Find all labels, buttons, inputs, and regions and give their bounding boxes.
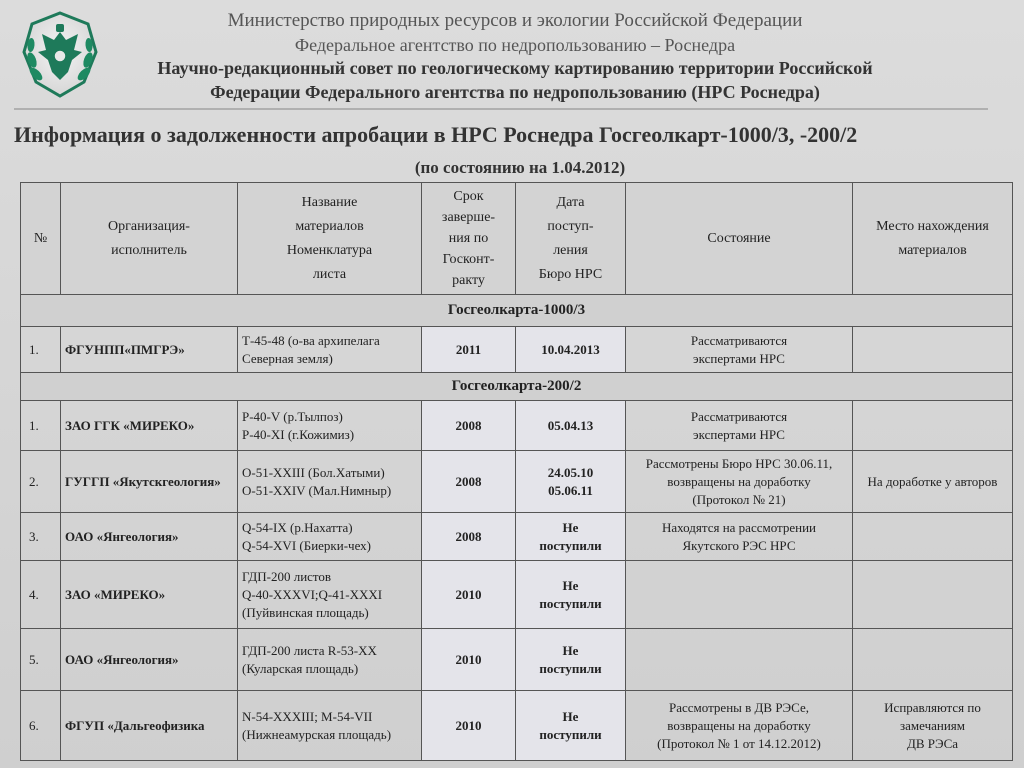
- term-cell: 2010: [422, 629, 516, 691]
- cell-text: Рассмотрены в ДВ РЭСе,: [669, 699, 809, 715]
- cell-text: Не: [562, 642, 579, 658]
- row-number: 1.: [21, 401, 61, 451]
- header-line: ния по: [448, 231, 489, 246]
- header-line: заверше-: [441, 210, 496, 225]
- header-ministry: Министерство природных ресурсов и экологии Российской Федерации: [227, 10, 803, 31]
- materials-cell: [238, 327, 422, 373]
- table-row: [21, 691, 1013, 761]
- cell-text: Якутского РЭС НРС: [682, 537, 796, 553]
- cell-text: поступили: [539, 726, 602, 742]
- status-cell: [626, 327, 853, 373]
- cell-text: Не: [562, 577, 579, 593]
- header-line: Срок: [453, 189, 484, 204]
- section-title-1000: Госгеолкарта-1000/3: [21, 295, 1013, 327]
- term-cell: 2008: [422, 401, 516, 451]
- header-council-line2: Федерации Федерального агентства по недропользованию (НРС Роснедра): [210, 82, 820, 102]
- header-line: Бюро НРС: [538, 266, 603, 282]
- col-header-term: [422, 183, 516, 295]
- cell-text: P-40-XI (г.Кожимиз): [242, 426, 355, 442]
- col-header-date: [516, 183, 626, 295]
- receipt-date-cell: [516, 451, 626, 513]
- cell-text: Рассмотрены Бюро НРС 30.06.11,: [645, 455, 833, 471]
- cell-text: Q-54-XVI (Биерки-чех): [242, 537, 371, 553]
- header-divider: [14, 108, 988, 110]
- header-council-line1: Научно-редакционный совет по геологическому картированию территории Российской: [157, 58, 873, 78]
- cell-text: поступили: [539, 660, 602, 676]
- materials-cell: [238, 401, 422, 451]
- page-title: Информация о задолженности апробации в НРС Роснедра Госгеолкарт-1000/3, -200/2: [14, 122, 858, 147]
- row-number: 3.: [21, 513, 61, 561]
- cell-text: ГДП-200 листов: [242, 568, 332, 584]
- cell-text: 24.05.10: [547, 464, 594, 480]
- table-row: [21, 513, 1013, 561]
- materials-cell: [238, 691, 422, 761]
- header-line: Организация-: [108, 218, 190, 234]
- section-row: [21, 295, 1013, 327]
- cell-text: замечаниям: [899, 717, 965, 733]
- organization-cell: ЗАО «МИРЕКО»: [61, 561, 238, 629]
- status-cell: [626, 401, 853, 451]
- location-cell: [853, 327, 1013, 373]
- col-header-num: №: [21, 183, 61, 295]
- cell-text: возвращены на доработку: [667, 473, 811, 489]
- receipt-date-cell: [516, 327, 626, 373]
- cell-text: (Протокол № 21): [692, 491, 786, 507]
- table-row: [21, 629, 1013, 691]
- receipt-date-cell: [516, 629, 626, 691]
- header-line: Место нахождения: [876, 218, 989, 234]
- header-line: материалов: [898, 242, 967, 258]
- location-cell: [853, 513, 1013, 561]
- cell-text: Не: [562, 708, 579, 724]
- cell-text: 05.04.13: [547, 417, 594, 433]
- cell-text: ГДП-200 листа R-53-XX: [242, 642, 377, 658]
- row-number: 2.: [21, 451, 61, 513]
- organization-cell: ФГУНПП«ПМГРЭ»: [61, 327, 238, 373]
- col-header-materials: [238, 183, 422, 295]
- status-cell: [626, 561, 853, 629]
- status-cell: [626, 691, 853, 761]
- header-line: исполнитель: [111, 242, 187, 258]
- location-cell: [853, 401, 1013, 451]
- location-cell: [853, 629, 1013, 691]
- cell-text: (Протокол № 1 от 14.12.2012): [657, 735, 821, 751]
- header-line: ления: [553, 242, 588, 258]
- cell-text: O-51-XXIII (Бол.Хатыми): [242, 464, 385, 480]
- row-number: 4.: [21, 561, 61, 629]
- receipt-date-cell: [516, 561, 626, 629]
- location-cell: [853, 691, 1013, 761]
- cell-text: поступили: [539, 595, 602, 611]
- table-header-row: [21, 183, 1013, 295]
- materials-cell: [238, 561, 422, 629]
- cell-text: поступили: [539, 537, 602, 553]
- cell-text: ДВ РЭСа: [906, 735, 959, 751]
- location-cell: [853, 451, 1013, 513]
- col-header-place: [853, 183, 1013, 295]
- location-cell: [853, 561, 1013, 629]
- organization-cell: ОАО «Янгеология»: [61, 513, 238, 561]
- cell-text: Не: [562, 519, 579, 535]
- header-line: поступ-: [547, 218, 594, 234]
- cell-text: Рассматриваются: [690, 332, 788, 348]
- cell-text: N-54-XXXIII; M-54-VII: [242, 708, 373, 724]
- organization-cell: ФГУП «Дальгеофизика: [61, 691, 238, 761]
- cell-text: возвращены на доработку: [667, 717, 811, 733]
- row-number: 6.: [21, 691, 61, 761]
- status-cell: [626, 513, 853, 561]
- materials-cell: [238, 513, 422, 561]
- term-cell: 2008: [422, 451, 516, 513]
- cell-text: 05.06.11: [548, 482, 593, 498]
- cell-text: (Нижнеамурская площадь): [242, 726, 392, 742]
- term-cell: 2008: [422, 513, 516, 561]
- emblem-logo: [18, 10, 102, 100]
- header-line: Номенклатура: [286, 242, 373, 258]
- cell-text: экспертами НРС: [693, 426, 785, 442]
- header-line: листа: [312, 266, 347, 282]
- cell-text: Рассматриваются: [690, 408, 788, 424]
- table-row: [21, 401, 1013, 451]
- organization-cell: ОАО «Янгеология»: [61, 629, 238, 691]
- col-header-status: Состояние: [626, 183, 853, 295]
- cell-text: Находятся на рассмотрении: [661, 519, 817, 535]
- cell-text: 10.04.2013: [541, 341, 600, 357]
- cell-text: Q-54-IX (р.Нахатта): [242, 519, 353, 535]
- row-number: 1.: [21, 327, 61, 373]
- cell-text: O-51-XXIV (Мал.Нимныр): [242, 482, 392, 498]
- materials-cell: [238, 451, 422, 513]
- table-row: [21, 451, 1013, 513]
- header-line: Дата: [556, 194, 585, 210]
- col-header-org: [61, 183, 238, 295]
- cell-text: (Куларская площадь): [242, 660, 359, 676]
- organization-cell: ГУГГП «Якутскгеология»: [61, 451, 238, 513]
- cell-text: Q-40-XXXVI;Q-41-XXXI: [242, 586, 383, 602]
- row-number: 5.: [21, 629, 61, 691]
- table-row: [21, 561, 1013, 629]
- receipt-date-cell: [516, 691, 626, 761]
- cell-text: Исправляются по: [884, 699, 981, 715]
- status-cell: [626, 629, 853, 691]
- status-cell: [626, 451, 853, 513]
- cell-text: На доработке у авторов: [867, 473, 998, 489]
- page-subtitle: (по состоянию на 1.04.2012): [414, 158, 626, 177]
- header-agency: Федеральное агентство по недропользованию – Роснедра: [294, 35, 736, 55]
- receipt-date-cell: [516, 513, 626, 561]
- cell-text: Северная земля): [242, 350, 333, 366]
- header-line: ракту: [452, 273, 485, 288]
- header-line: материалов: [295, 218, 364, 234]
- organization-cell: ЗАО ГГК «МИРЕКО»: [61, 401, 238, 451]
- table-row: [21, 327, 1013, 373]
- header-line: Госконт-: [442, 252, 495, 267]
- receipt-date-cell: [516, 401, 626, 451]
- term-cell: 2011: [422, 327, 516, 373]
- cell-text: экспертами НРС: [693, 350, 785, 366]
- debt-table: [20, 182, 1013, 761]
- header-line: Название: [301, 194, 358, 210]
- materials-cell: [238, 629, 422, 691]
- section-title-200: Госгеолкарта-200/2: [21, 373, 1013, 401]
- cell-text: Т-45-48 (о-ва архипелага: [242, 332, 380, 348]
- cell-text: P-40-V (р.Тылпоз): [242, 408, 343, 424]
- term-cell: 2010: [422, 691, 516, 761]
- cell-text: (Пуйвинская площадь): [242, 604, 369, 620]
- term-cell: 2010: [422, 561, 516, 629]
- section-row: [21, 373, 1013, 401]
